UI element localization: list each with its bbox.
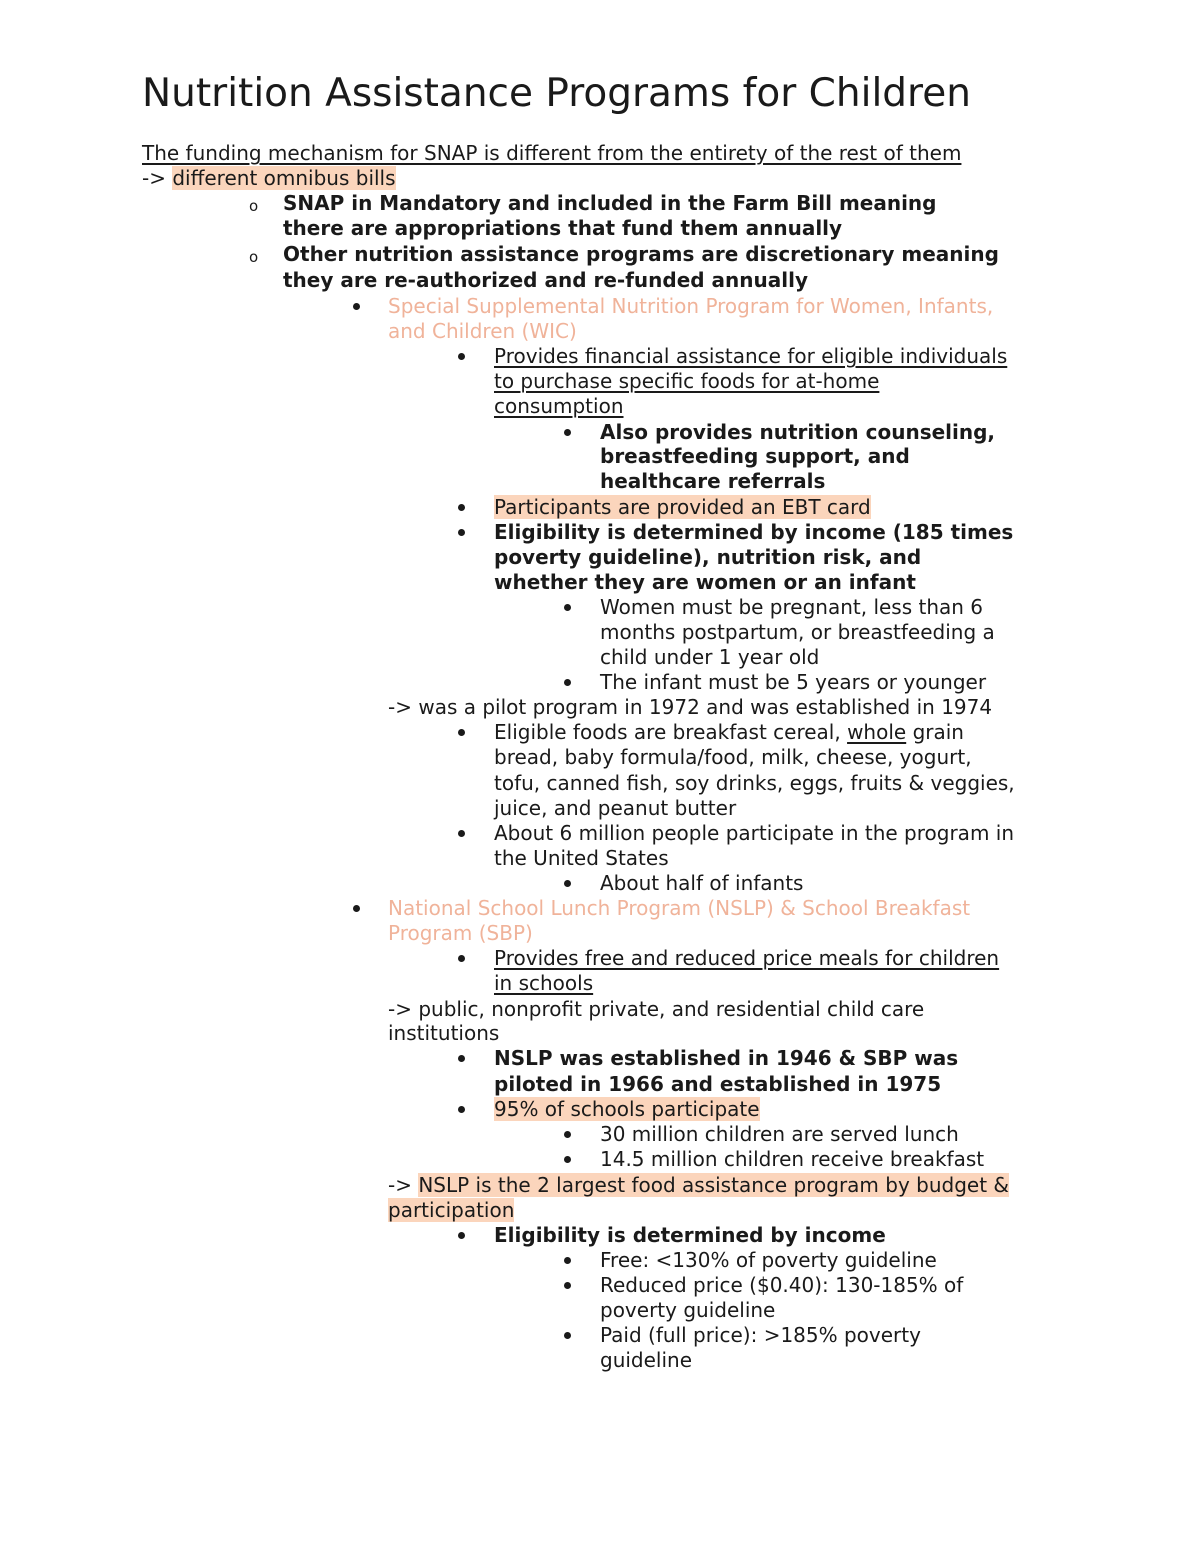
bullet-icon: [458, 955, 465, 962]
intro-arrow-line: [142, 166, 396, 191]
nslp-provides-line-2: in schools: [494, 971, 594, 995]
nslp-heading-line-2: Program (SBP): [388, 921, 533, 945]
nslp-free-line: Free: <130% of poverty guideline: [600, 1248, 937, 1272]
wic-million-line-2: the United States: [494, 846, 669, 870]
wic-women-line-2: months postpartum, or breastfeeding a: [600, 620, 995, 644]
other-programs-line-1: Other nutrition assistance programs are discretionary meaning: [283, 242, 999, 266]
snap-line-2: there are appropriations that fund them annually: [283, 216, 843, 240]
wic-foods-line-4: juice, and peanut butter: [494, 796, 737, 820]
wic-foods-line-3: tofu, canned fish, soy drinks, eggs, fruits & veggies,: [494, 771, 1015, 795]
nslp-largest-line-1: [388, 1173, 1009, 1198]
wic-provides-line-1: Provides financial assistance for eligible individuals: [494, 344, 1008, 368]
nslp-lunch-line: 30 million children are served lunch: [600, 1122, 959, 1146]
bullet-icon: [564, 429, 571, 436]
largest-highlight: NSLP is the 2 largest food assistance program by budget &: [418, 1173, 1010, 1197]
wic-ebt-line: [494, 495, 871, 520]
wic-also-line-1: Also provides nutrition counseling,: [600, 420, 996, 444]
nslp-breakfast-line: 14.5 million children receive breakfast: [600, 1147, 985, 1171]
wic-heading-line-1: Special Supplemental Nutrition Program for Women, Infants,: [388, 294, 994, 318]
wic-provides-line-3: consumption: [494, 394, 624, 418]
nslp-reduced-line-2: poverty guideline: [600, 1298, 776, 1322]
wic-heading-line-2: and Children (WIC): [388, 319, 577, 343]
page-title: Nutrition Assistance Programs for Children: [142, 71, 971, 116]
bullet-icon: [564, 679, 571, 686]
nslp-established-line-1: NSLP was established in 1946 & SBP was: [494, 1046, 959, 1070]
foods-text: Eligible foods are breakfast cereal,: [494, 720, 841, 744]
arrow-text: ->: [142, 166, 166, 190]
bullet-icon: [353, 905, 360, 912]
wic-half-line: About half of infants: [600, 871, 804, 895]
bullet-icon: [564, 1332, 571, 1339]
bullet-icon: [458, 1055, 465, 1062]
bullet-icon: [564, 604, 571, 611]
nslp-provides-line-1: Provides free and reduced price meals for children: [494, 946, 1000, 970]
omnibus-highlight: different omnibus bills: [172, 166, 396, 190]
wic-also-line-2: breastfeeding support, and: [600, 444, 910, 468]
grain-text: grain: [912, 720, 964, 744]
wic-million-line-1: About 6 million people participate in the program in: [494, 821, 1015, 845]
wic-foods-line-2: bread, baby formula/food, milk, cheese, yogurt,: [494, 745, 972, 769]
bullet-icon: [564, 880, 571, 887]
bullet-icon: [458, 529, 465, 536]
nslp-eligibility-line: Eligibility is determined by income: [494, 1223, 886, 1247]
wic-eligibility-line-2: poverty guideline), nutrition risk, and: [494, 545, 922, 569]
wic-women-line-3: child under 1 year old: [600, 645, 820, 669]
schools-highlight: 95% of schools participate: [494, 1097, 760, 1121]
bullet-icon: [458, 729, 465, 736]
circle-bullet-icon: o: [249, 248, 259, 266]
nslp-public-line-2: institutions: [388, 1021, 500, 1045]
bullet-icon: [564, 1156, 571, 1163]
nslp-public-line-1: -> public, nonprofit private, and residential child care: [388, 997, 925, 1021]
snap-line-1: SNAP in Mandatory and included in the Farm Bill meaning: [283, 191, 937, 215]
nslp-largest-line-2: [388, 1198, 514, 1223]
wic-pilot-line: -> was a pilot program in 1972 and was established in 1974: [388, 695, 993, 719]
arrow-text: ->: [388, 1173, 412, 1197]
nslp-paid-line-2: guideline: [600, 1348, 693, 1372]
bullet-icon: [458, 830, 465, 837]
bullet-icon: [564, 1131, 571, 1138]
nslp-heading-line-1: National School Lunch Program (NSLP) & School Breakfast: [388, 896, 971, 920]
wic-eligibility-line-1: Eligibility is determined by income (185 times: [494, 520, 1014, 544]
intro-line: The funding mechanism for SNAP is different from the entirety of the rest of them: [142, 141, 962, 165]
bullet-icon: [458, 1232, 465, 1239]
bullet-icon: [458, 1106, 465, 1113]
wic-women-line-1: Women must be pregnant, less than 6: [600, 595, 984, 619]
ebt-highlight: Participants are provided an EBT card: [494, 495, 871, 519]
wic-provides-line-2: to purchase specific foods for at-home: [494, 369, 880, 393]
wic-eligibility-line-3: whether they are women or an infant: [494, 570, 916, 594]
other-programs-line-2: they are re-authorized and re-funded annually: [283, 268, 808, 292]
nslp-established-line-2: piloted in 1966 and established in 1975: [494, 1072, 942, 1096]
participation-highlight: participation: [388, 1198, 515, 1222]
whole-underlined: whole: [847, 720, 907, 744]
nslp-reduced-line-1: Reduced price ($0.40): 130-185% of: [600, 1273, 964, 1297]
bullet-icon: [458, 504, 465, 511]
nslp-paid-line-1: Paid (full price): >185% poverty: [600, 1323, 921, 1347]
circle-bullet-icon: o: [249, 197, 259, 215]
bullet-icon: [458, 353, 465, 360]
bullet-icon: [353, 303, 360, 310]
wic-infant-line: The infant must be 5 years or younger: [600, 670, 987, 694]
bullet-icon: [564, 1257, 571, 1264]
wic-foods-line-1: [494, 720, 964, 745]
nslp-schools-line: [494, 1097, 760, 1122]
wic-also-line-3: healthcare referrals: [600, 469, 826, 493]
bullet-icon: [564, 1282, 571, 1289]
